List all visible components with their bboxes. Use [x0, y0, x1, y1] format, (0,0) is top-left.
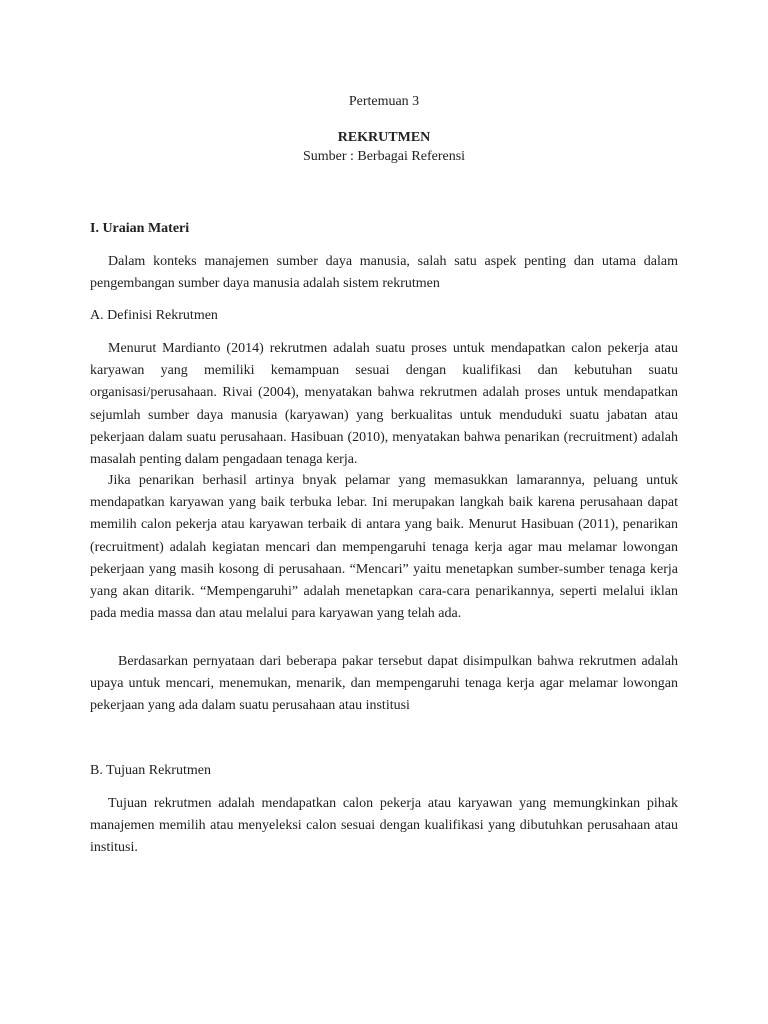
section-heading-definisi: A. Definisi Rekrutmen	[90, 308, 218, 323]
section-heading-tujuan: B. Tujuan Rekrutmen	[90, 763, 211, 778]
source-line: Sumber : Berbagai Referensi	[302, 149, 466, 164]
purpose-paragraph: Tujuan rekrutmen adalah mendapatkan calon pekerja atau karyawan yang memungkinkan pihak manajemen memilih atau menyeleksi calon sesuai dengan kualifikasi yang dibutuhkan perusahaan atau institusi.	[90, 796, 678, 856]
definition-paragraph-3: Berdasarkan pernyataan dari beberapa pakar tersebut dapat disimpulkan bahwa rekrutmen adalah upaya untuk mencari, menemukan, menarik, dan mempengaruhi tenaga kerja agar melamar lowongan pekerjaan yang ada dalam suatu perusahaan atau institusi	[90, 654, 678, 714]
section-heading-uraian-materi: I. Uraian Materi	[90, 221, 190, 236]
meeting-label: Pertemuan 3	[348, 94, 420, 109]
document-title: REKRUTMEN	[337, 130, 431, 145]
document-page	[90, 0, 678, 1024]
intro-paragraph: Dalam konteks manajemen sumber daya manusia, salah satu aspek penting dan utama dalam pengembangan sumber daya manusia adalah sistem rekrutmen	[90, 254, 678, 292]
definition-paragraph-1: Menurut Mardianto (2014) rekrutmen adalah suatu proses untuk mendapatkan calon pekerja atau karyawan yang memiliki kemampuan sesuai dengan kualifikasi dan kebutuhan suatu organisasi/perusahaan. Rivai (2004), menyatakan bahwa rekrutmen adalah proses untuk mendapatkan sejumlah sumber daya manusia (karyawan) yang berkualitas untuk menduduki suatu jabatan atau pekerjaan dalam suatu perusahaan. Hasibuan (2010), menyatakan bahwa penarikan (recruitment) adalah masalah penting dalam pengadaan tenaga kerja.	[90, 341, 678, 468]
definition-paragraph-2: Jika penarikan berhasil artinya bnyak pelamar yang memasukkan lamarannya, peluang untuk mendapatkan karyawan yang baik terbuka lebar. Ini merupakan langkah baik karena perusahaan dapat memilih calon pekerja atau karyawan terbaik di antara yang baik. Menurut Hasibuan (2011), penarikan (recruitment) adalah kegiatan mencari dan mempengaruhi tenaga kerja agar mau melamar lowongan pekerjaan yang masih kosong di perusahaan. “Mencari” yaitu menetapkan sumber-sumber tenaga kerja yang akan ditarik. “Mempengaruhi” adalah menetapkan cara-cara penarikannya, seperti melalui iklan pada media massa dan atau melalui para karyawan yang telah ada.	[90, 473, 678, 622]
